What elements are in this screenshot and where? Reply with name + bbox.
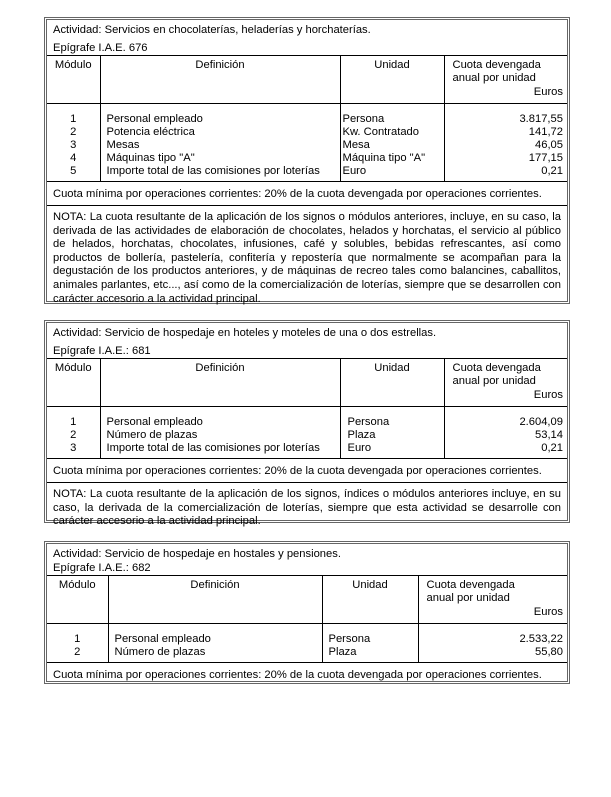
cuota-header-line2: anual por unidad	[452, 72, 536, 84]
col-header-definicion: Definición	[100, 56, 340, 104]
cell-cuota: 141,72	[444, 126, 567, 139]
table-row	[47, 126, 567, 139]
cell-modulo: 5	[70, 165, 77, 177]
cell-unidad: Plaza	[322, 646, 418, 662]
cell-definicion: Potencia eléctrica	[100, 126, 340, 139]
cell-cuota: 0,21	[444, 165, 567, 181]
cell-unidad: Persona	[340, 407, 444, 430]
table-row	[47, 624, 567, 647]
cell-modulo: 1	[47, 407, 100, 430]
cuota-minima-text: Cuota mínima por operaciones corrientes: 20% de la cuota devengada por operaciones corrientes.	[47, 181, 567, 205]
table-row	[47, 152, 567, 165]
cell-modulo: 2	[70, 429, 77, 441]
epigrafe-label: Epígrafe I.A.E. 676	[53, 42, 148, 54]
cell-cuota: 0,21	[444, 442, 567, 458]
col-header-modulo: Módulo	[47, 576, 108, 624]
nota-text: NOTA: La cuota resultante de la aplicación de los signos, índices o módulos anteriores incluye, en su caso, la derivada de la comercialización de loterías, siempre que esta actividad se desarrolle con carácter accesorio a la actividad principal.	[47, 482, 567, 531]
table-row	[47, 165, 567, 181]
cell-cuota: 2.533,22	[418, 624, 567, 647]
col-header-cuota	[418, 576, 567, 624]
cell-unidad: Euro	[340, 165, 444, 181]
nota-text: NOTA: La cuota resultante de la aplicación de los signos o módulos anteriores, incluye, en su caso, la derivada de las actividades de elaboración de chocolates, helados y horchatas, el servicio al público de helados, horchatas, chocolates, infusiones, café y solubles, bebidas refrescantes, así como productos de bollería, pastelería, confitería y repostería que normalmente se acompañan para la degustación de los productos anteriores, y de máquinas de recreo tales como balancines, caballitos, animales parlantes, etc..., así como de la comercialización de loterías, siempre que se desarrollen con carácter accesorio a la actividad principal.	[47, 205, 567, 308]
modules-table	[47, 575, 567, 662]
cuota-header-line2: anual por unidad	[452, 375, 536, 387]
col-header-cuota	[444, 56, 567, 104]
table-row	[47, 442, 567, 458]
section-header	[47, 544, 567, 575]
actividad-title: Actividad: Servicio de hospedaje en hostales y pensiones.	[53, 548, 341, 560]
col-header-definicion: Definición	[108, 576, 322, 624]
cell-modulo: 1	[47, 104, 100, 127]
table-row	[47, 407, 567, 430]
epigrafe-label: Epígrafe I.A.E.: 681	[53, 345, 151, 357]
cell-cuota: 177,15	[444, 152, 567, 165]
modules-table	[47, 55, 567, 181]
section-iae-681	[44, 320, 570, 528]
euros-label: Euros	[533, 606, 563, 618]
cell-cuota: 3.817,55	[444, 104, 567, 127]
cell-definicion: Personal empleado	[100, 407, 340, 430]
cuota-minima-text: Cuota mínima por operaciones corrientes: 20% de la cuota devengada por operaciones corrientes.	[47, 662, 567, 686]
epigrafe-label: Epígrafe I.A.E.: 682	[53, 562, 151, 574]
cell-modulo: 2	[74, 646, 81, 658]
cell-modulo: 3	[70, 139, 77, 151]
cell-definicion: Personal empleado	[100, 104, 340, 127]
col-header-definicion: Definición	[100, 359, 340, 407]
col-header-unidad: Unidad	[322, 576, 418, 624]
section-iae-682	[44, 541, 570, 684]
cell-cuota: 46,05	[444, 139, 567, 152]
cell-unidad: Persona	[322, 624, 418, 647]
cuota-minima-text: Cuota mínima por operaciones corrientes: 20% de la cuota devengada por operaciones corrientes.	[47, 458, 567, 482]
col-header-cuota	[444, 359, 567, 407]
cell-modulo: 1	[47, 624, 108, 647]
cuota-header-line1: Cuota devengada	[452, 59, 541, 71]
cell-modulo: 2	[70, 126, 77, 138]
cell-definicion: Importe total de las comisiones por loterías	[100, 442, 340, 458]
cell-unidad: Kw. Contratado	[340, 126, 444, 139]
cell-unidad: Plaza	[340, 429, 444, 442]
table-row	[47, 646, 567, 662]
table-row	[47, 139, 567, 152]
actividad-title: Actividad: Servicios en chocolaterías, heladerías y horchaterías.	[53, 24, 371, 36]
cuota-header-line2: anual por unidad	[426, 592, 510, 604]
col-header-unidad: Unidad	[340, 56, 444, 104]
cell-unidad: Persona	[340, 104, 444, 127]
cell-cuota: 53,14	[444, 429, 567, 442]
col-header-modulo: Módulo	[47, 359, 100, 407]
euros-label: Euros	[533, 86, 563, 98]
cell-modulo: 4	[70, 152, 77, 164]
table-row	[47, 104, 567, 127]
section-iae-676	[44, 17, 570, 304]
modules-table	[47, 358, 567, 458]
cell-definicion: Máquinas tipo "A"	[100, 152, 340, 165]
cell-cuota: 2.604,09	[444, 407, 567, 430]
euros-label: Euros	[533, 389, 563, 401]
cell-cuota: 55,80	[418, 646, 567, 662]
actividad-title: Actividad: Servicio de hospedaje en hoteles y moteles de una o dos estrellas.	[53, 327, 437, 339]
cuota-header-line1: Cuota devengada	[452, 362, 541, 374]
section-header	[47, 20, 567, 55]
cell-unidad: Euro	[340, 442, 444, 458]
cell-unidad: Máquina tipo "A"	[340, 152, 444, 165]
cell-definicion: Número de plazas	[100, 429, 340, 442]
cell-definicion: Número de plazas	[108, 646, 322, 662]
table-row	[47, 429, 567, 442]
col-header-unidad: Unidad	[340, 359, 444, 407]
cell-definicion: Importe total de las comisiones por loterías	[100, 165, 340, 181]
cuota-header-line1: Cuota devengada	[426, 579, 515, 591]
col-header-modulo: Módulo	[47, 56, 100, 104]
cell-definicion: Personal empleado	[108, 624, 322, 647]
cell-modulo: 3	[70, 442, 77, 454]
section-header	[47, 323, 567, 358]
cell-unidad: Mesa	[340, 139, 444, 152]
cell-definicion: Mesas	[100, 139, 340, 152]
